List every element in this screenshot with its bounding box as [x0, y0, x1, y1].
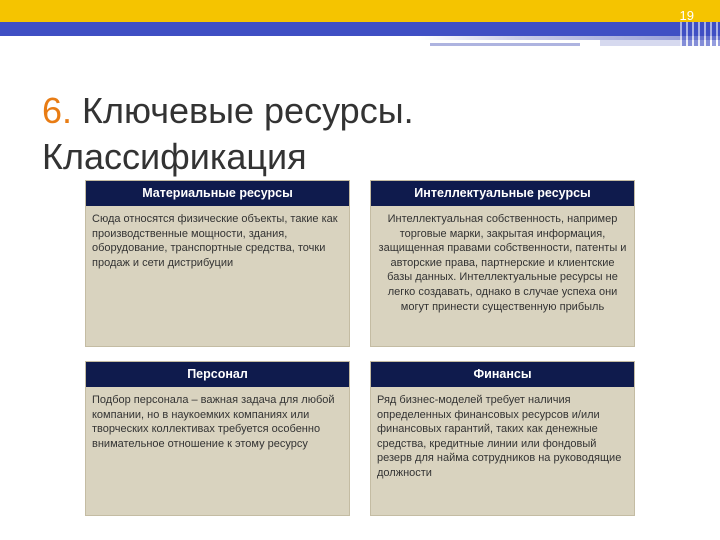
card-intellectual-resources: [370, 180, 635, 347]
card-material-resources: [85, 180, 350, 347]
card-heading: Материальные ресурсы: [86, 181, 349, 206]
title-line-2: Классификация: [42, 136, 307, 177]
header-accent-line-short: [430, 43, 580, 46]
card-finance: [370, 361, 635, 516]
header-corner-stripes: [680, 22, 720, 46]
card-body: Интеллектуальная собственность, например торговые марки, закрытая информация, защищенная правами собственности, патенты и авторские права, партнерские и клиентские базы данных. Интеллектуальные ресурсы не легко создавать, однако в случае успеха они могут принести существенную прибыль: [378, 213, 627, 313]
card-body: Сюда относятся физические объекты, такие как производственные мощности, здания, оборудование, транспортные средства, точки продаж и сети дистрибуции: [92, 213, 338, 269]
card-body: Подбор персонала – важная задача для любой компании, но в наукоемких компаниях или творческих коллективах требуется особенно внимательное отношение к этому ресурсу: [92, 394, 335, 450]
card-heading: Интеллектуальные ресурсы: [371, 181, 634, 206]
page-title: [42, 88, 682, 180]
card-personnel: [85, 361, 350, 516]
card-heading: Персонал: [86, 362, 349, 387]
card-body: Ряд бизнес-моделей требует наличия определенных финансовых ресурсов и/или финансовых гарантий, таких как денежные средства, кредитные линии или фондовый резерв для найма сотрудников на руководящие должности: [377, 394, 622, 479]
title-line1-text: Ключевые ресурсы.: [82, 90, 414, 131]
slide-number: 19: [679, 8, 694, 23]
header-blue-band: [0, 22, 720, 36]
title-number: 6.: [42, 90, 73, 131]
header-yellow-band: [0, 0, 720, 22]
title-line-1: [42, 88, 682, 134]
card-heading: Финансы: [371, 362, 634, 387]
